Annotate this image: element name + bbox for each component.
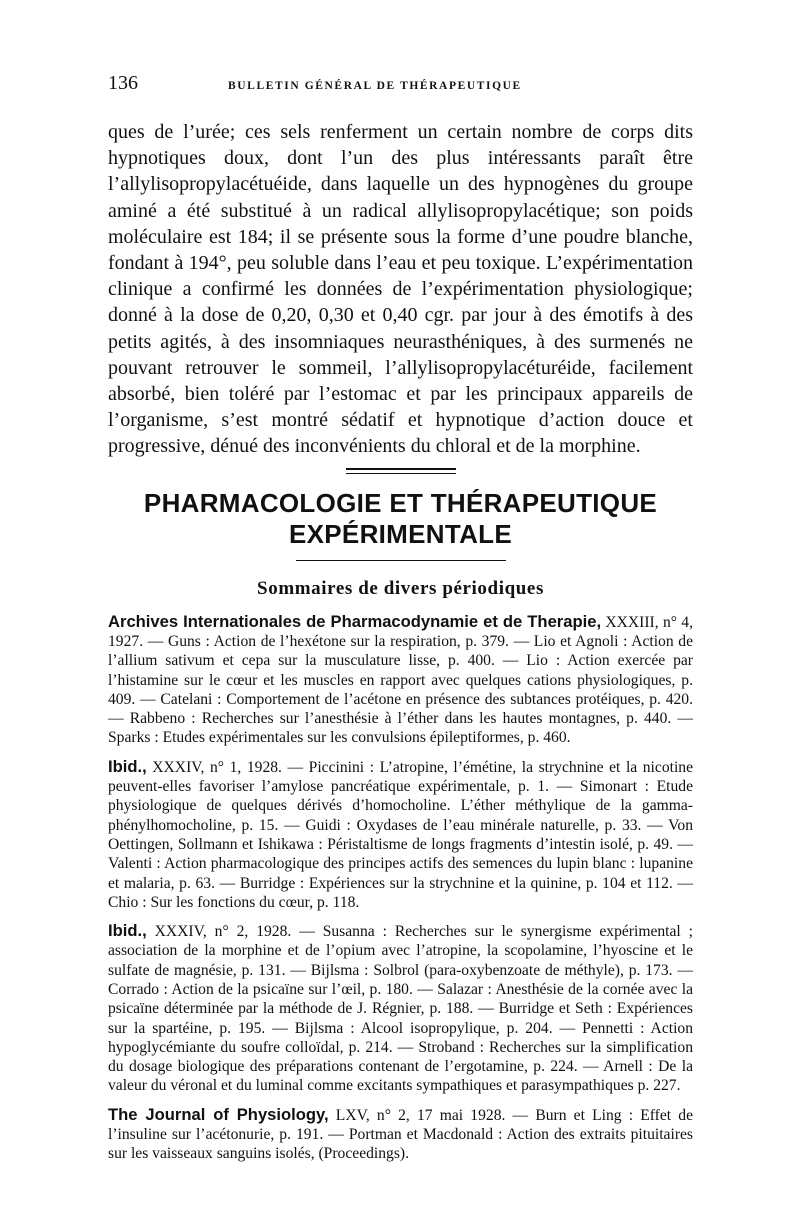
section-divider xyxy=(346,468,456,474)
entry-text: XXXIV, n° 2, 1928. — Susanna : Recherches sur le synergisme expérimental ; association de la morphine et de l’opium avec l’atropine, la scopolamine, l’hyoscine et le sulfate de magnésie, p. 131. — Bijlsma : Solbrol (para-oxybenzoate de méthyle), p. 173. — Corrado : Action de la psicaïne sur l’œil, p. 180. — Salazar : Anesthésie de la cornée avec la psicaïne déterminée par la méthode de J. Régnier, p. 188. — Burridge et Seth : Expériences sur la spartéine, p. 195. — Bijlsma : Alcool isopropylique, p. 204. — Pennetti : Action hypoglycémiante du soufre colloïdal, p. 214. — Stroband : Recherches sur la simplification du dosage biologique des préparations contenant de l’ergotamine, p. 224. — Arnell : De la valeur du véronal et du luminal comme excitants sympathiques et parasympathiques p. 227. xyxy=(108,923,693,1095)
entry-source: The Journal of Physiology, xyxy=(108,1104,329,1124)
subsection-title: Sommaires de divers périodiques xyxy=(257,577,544,599)
entry-source: Archives Internationales de Pharmacodynamie et de Therapie, xyxy=(108,611,602,631)
body-text xyxy=(108,119,693,460)
title-underline xyxy=(296,560,506,561)
section-title-line-1: PHARMACOLOGIE ET THÉRAPEUTIQUE xyxy=(143,487,658,518)
running-head xyxy=(108,72,693,94)
periodical-entry xyxy=(108,1105,693,1164)
entry-text: XXXIV, n° 1, 1928. — Piccinini : L’atropine, l’émétine, la strychnine et la nicotine peuvent-elles favoriser l’amylose pancréatique expérimentale, p. 1. — Simonart : Etude physiologique de quelques dérivés d’homocholine. L’éther méthylique de la gamma-phénylhomocholine, p. 15. — Guidi : Oxydases de l’eau minérale naturelle, p. 33. — Von Oettingen, Sollmann et Ishikawa : Péristaltisme de longs fragments d’intestin isolé, p. 49. — Valenti : Action pharmacologique des principes actifs des semences du lupin blanc : lupanine et malaria, p. 63. — Burridge : Expériences sur la strychnine et la quinine, p. 104 et 112. — Chio : Sur les fonctions du cœur, p. 118. xyxy=(108,758,693,911)
body-paragraph: ques de l’urée; ces sels renferment un certain nombre de corps dits hypnotiques doux, dont l’un des plus intéressants paraît être l’allylisopropylacétuéide, dans laquelle un des hypnogènes du groupe aminé a été substitué à un radical allylisopropylacétique; son poids moléculaire est 184; il se présente sous la forme d’une poudre blanche, fondant à 194°, peu soluble dans l’eau et peu toxique. L’expérimentation clinique a confirmé les données de l’expérimentation physiologique; donné à la dose de 0,20, 0,30 et 0,40 cgr. par jour à des émotifs à des petits agités, à des insomniaques neurasthéniques, à des surmenés ne pouvant retrouver le sommeil, l’allylisopropylacéturéide, facilement absorbé, bien toléré par l’estomac et par les principaux appareils de l’organisme, s’est montré sédatif et hypnotique d’action douce et progressive, dénué des inconvénients du chloral et de la morphine. xyxy=(108,121,693,458)
running-title: BULLETIN GÉNÉRAL DE THÉRAPEUTIQUE xyxy=(228,80,522,92)
entry-source: Ibid., xyxy=(108,756,147,776)
periodical-entry xyxy=(108,921,693,1096)
entry-text: XXXIII, n° 4, 1927. — Guns : Action de l’hexétone sur la respiration, p. 379. — Lio et Agnoli : Action de l’allium sativum et cepa sur la musculature lisse, p. 400. — Lio : Action exercée par l’histamine sur le cœur et les muscles en rapport avec quelques cations physiologiques, p. 409. — Catelani : Comportement de l’acétone en présence des subtances protéiques, p. 420. — Rabbeno : Recherches sur l’anesthésie à l’éther dans les hautes montagnes, p. 440. — Sparks : Etudes expérimentales sur les convulsions épileptiformes, p. 460. xyxy=(108,613,693,747)
periodical-entry xyxy=(108,757,693,912)
entry-text: LXV, n° 2, 17 mai 1928. — Burn et Ling : Effet de l’insuline sur l’acétonurie, p. 191. — Portman et Macdonald : Action des extraits pituitaires sur les vaisseaux sanguins isolés, (Proceedings). xyxy=(108,1106,693,1163)
page xyxy=(108,72,693,1173)
page-number: 136 xyxy=(108,72,138,94)
periodical-entry xyxy=(108,612,693,748)
section-title-line-2: EXPÉRIMENTALE xyxy=(289,518,512,549)
entry-source: Ibid., xyxy=(108,921,147,941)
section-title xyxy=(108,488,693,550)
periodical-entries xyxy=(108,612,693,1164)
